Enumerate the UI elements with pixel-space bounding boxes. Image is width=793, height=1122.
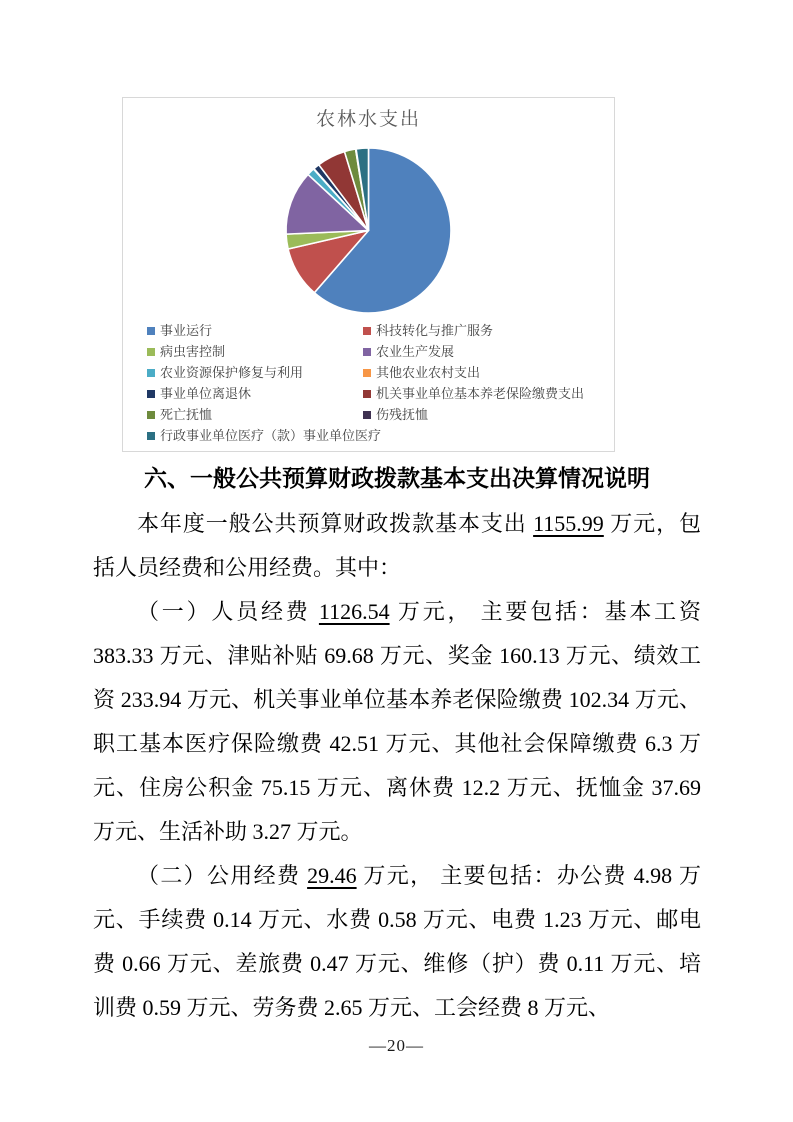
legend-swatch-icon <box>363 390 371 398</box>
legend-item <box>147 345 363 359</box>
legend-label: 事业运行 <box>160 323 213 338</box>
chart-title: 农林水支出 <box>315 109 421 130</box>
body-paragraph-total <box>93 502 701 590</box>
paragraph-text: 万元， 主要包括：办公费 4.98 万元、手续费 0.14 万元、水费 0.58 万元、电费 1.23 万元、邮电费 0.66 万元、差旅费 0.47 万元、维修（护）费 0.11 万元、培训费 0.59 万元、劳务费 2.65 万元、工会经费 8 万元、 <box>93 863 701 1020</box>
section-heading: 六、一般公共预算财政拨款基本支出决算情况说明 <box>144 465 650 491</box>
paragraph-text: （一）人员经费 <box>137 599 319 624</box>
legend-label: 科技转化与推广服务 <box>376 323 494 338</box>
legend-label: 伤残抚恤 <box>376 407 429 422</box>
legend-label: 行政事业单位医疗（款）事业单位医疗 <box>160 428 382 443</box>
body-paragraph-personnel <box>93 590 701 854</box>
legend-label: 农业生产发展 <box>376 344 455 359</box>
legend-label: 机关事业单位基本养老保险缴费支出 <box>376 386 585 401</box>
legend-item <box>363 387 610 401</box>
underlined-amount-total: 1155.99 <box>533 511 604 536</box>
legend-item <box>147 428 382 443</box>
legend-item <box>363 408 610 422</box>
paragraph-text: 万元，包括人员经费和公用经费。其中： <box>93 511 701 580</box>
pie-chart <box>123 98 614 328</box>
legend-label: 事业单位离退休 <box>160 386 252 401</box>
legend-item <box>363 345 610 359</box>
legend-label: 其他农业农村支出 <box>376 365 481 380</box>
legend-item <box>363 366 610 380</box>
paragraph-text: 万元， 主要包括：基本工资 383.33 万元、津贴补贴 69.68 万元、奖金 160.13 万元、绩效工资 233.94 万元、机关事业单位基本养老保险缴费 102.34 万元、职工基本医疗保险缴费 42.51 万元、其他社会保障缴费 6.3 万元、住房公积金 75.15 万元、离休费 12.2 万元、抚恤金 37.69 万元、生活补助 3.27 万元。 <box>93 599 701 844</box>
legend-swatch-icon <box>147 327 155 335</box>
legend-swatch-icon <box>147 369 155 377</box>
paragraph-text: （二）公用经费 <box>137 863 308 888</box>
legend-swatch-icon <box>147 390 155 398</box>
legend-swatch-icon <box>363 348 371 356</box>
legend-swatch-icon <box>363 411 371 419</box>
underlined-amount-public: 29.46 <box>307 863 357 888</box>
legend-label: 病虫害控制 <box>160 344 226 359</box>
legend-swatch-icon <box>147 348 155 356</box>
underlined-amount-personnel: 1126.54 <box>318 599 390 624</box>
legend-item <box>147 366 363 380</box>
legend-item <box>147 408 363 422</box>
paragraph-text: 本年度一般公共预算财政拨款基本支出 <box>137 511 534 536</box>
legend-item <box>363 324 610 338</box>
chart-legend <box>147 324 610 443</box>
page-number: —20— <box>369 1036 424 1055</box>
legend-swatch-icon <box>147 432 155 440</box>
body-paragraph-public <box>93 854 701 1030</box>
expenditure-pie-chart-frame <box>122 97 615 452</box>
legend-label: 死亡抚恤 <box>160 407 213 422</box>
legend-swatch-icon <box>363 369 371 377</box>
legend-item <box>147 324 363 338</box>
legend-label: 农业资源保护修复与利用 <box>160 365 304 380</box>
legend-swatch-icon <box>363 327 371 335</box>
section-content <box>93 458 701 1030</box>
legend-swatch-icon <box>147 411 155 419</box>
legend-item <box>147 387 363 401</box>
